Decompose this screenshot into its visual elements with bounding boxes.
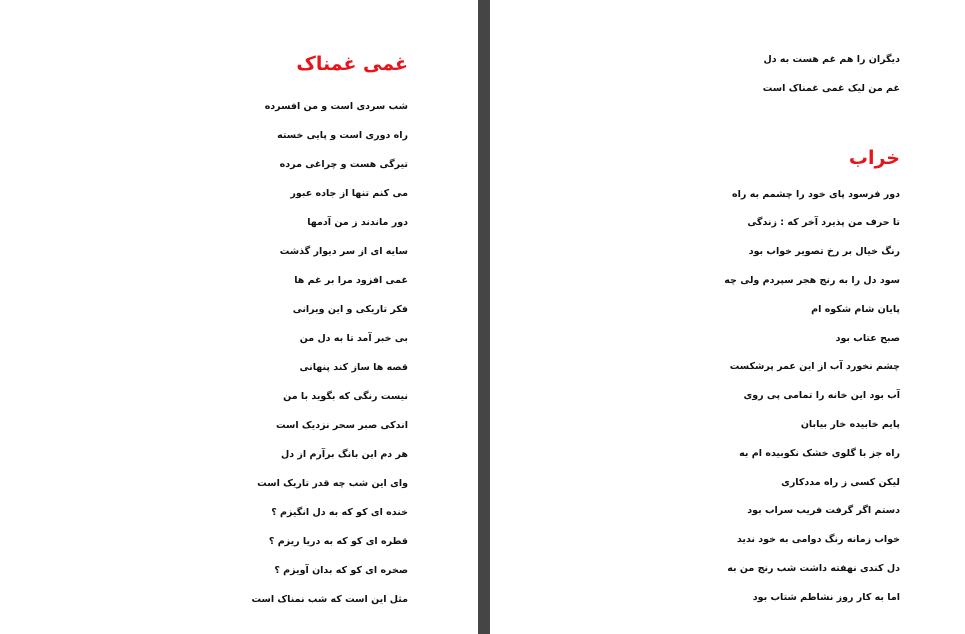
verse-line: راه جز با گلوی خشک نکوبیده ام به — [739, 447, 900, 459]
verse-line: راه دوری است و پایی خسته — [277, 130, 408, 141]
verse-line: دیگران را هم غم هست به دل — [763, 54, 900, 65]
verse-line: تا حرف من پذیرد آخر که : زندگی — [747, 217, 900, 229]
verse-line: می کنم تنها از جاده عبور — [290, 188, 408, 199]
verse-line: چشم نخورد آب از این عمر پرشکست — [729, 361, 900, 373]
verse-line: اما به کار روز نشاطم شتاب بود — [752, 591, 900, 603]
page-gutter-divider — [478, 0, 490, 634]
poem-column-right — [600, 46, 900, 613]
poem-title: خراب — [848, 146, 900, 169]
verse-line: سود دل را به رنج هجر سپردم ولی چه — [724, 274, 900, 286]
verse-line: تیرگی هست و چراغی مرده — [279, 159, 408, 170]
verse-line: لیکن کسی ز راه مددکاری — [781, 476, 900, 488]
verse-line: صبح عتاب بود — [835, 332, 900, 344]
verse-line: قطره ای کو که به دریا ریزم ؟ — [268, 536, 408, 547]
verse-line: سایه ای از سر دیوار گذشت — [279, 246, 408, 257]
verse-line: مثل این است که شب نمناک است — [251, 594, 408, 605]
verse-line: خنده ای کو که به دل انگیزم ؟ — [271, 507, 408, 518]
verse-line: خواب زمانه رنگ دوامی به خود ندید — [736, 534, 900, 546]
verse-line: دل کندی نهفته داشت شب رنج من به — [727, 562, 900, 574]
verse-line: رنگ خیال بر رخ تصویر خواب بود — [748, 246, 900, 258]
verse-line: دور ماندند ز من آدمها — [307, 217, 408, 228]
poem-column-left — [108, 50, 408, 614]
verse-line: پایان شام شکوه ام — [811, 303, 900, 315]
verse-line: غمی افزود مرا بر غم ها — [294, 275, 408, 286]
verse-line: آب بود این خانه را تمامی پی روی — [743, 390, 900, 402]
verse-line: پایم خابیده خار بیابان — [800, 418, 900, 430]
right-page — [490, 0, 965, 634]
left-page — [0, 0, 478, 634]
verse-line: قصه ها ساز کند پنهانی — [299, 362, 408, 373]
verse-line: بی خبر آمد تا به دل من — [299, 333, 408, 344]
verse-line: صخره ای کو که بدان آویزم ؟ — [274, 565, 408, 576]
verse-line: دستم اگر گرفت فریب سراب بود — [747, 505, 900, 517]
poem-title: غمی غمناک — [296, 53, 408, 75]
verse-line: نیست رنگی که بگوید با من — [283, 391, 408, 402]
verse-line: فکر تاریکی و این ویرانی — [292, 304, 408, 315]
verse-line: هر دم این بانگ برآرم از دل — [281, 449, 408, 460]
verse-line: غم من لیک غمی غمناک است — [762, 82, 900, 94]
verse-line: شب سردی است و من افسرده — [264, 101, 408, 112]
verse-line: وای این شب چه قدر تاریک است — [257, 478, 408, 489]
verse-line: دور فرسود پای خود را چشمم به راه — [732, 188, 900, 200]
verse-line: اندکی صبر سحر نزدیک است — [275, 420, 408, 431]
